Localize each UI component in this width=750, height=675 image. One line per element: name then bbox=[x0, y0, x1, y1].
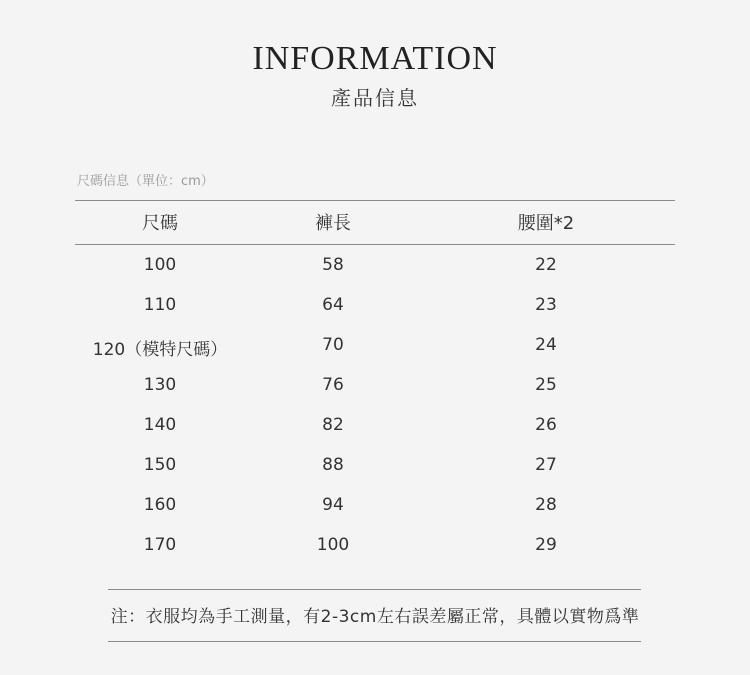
column-header-length: 褲長 bbox=[315, 213, 351, 234]
size-info-caption: 尺碼信息（單位：cm） bbox=[77, 174, 214, 189]
waist-cell: 26 bbox=[535, 415, 557, 435]
waist-cell: 25 bbox=[535, 375, 557, 395]
column-header-size: 尺碼 bbox=[142, 213, 178, 234]
waist-cell: 23 bbox=[535, 295, 557, 315]
waist-cell: 29 bbox=[535, 535, 557, 555]
length-cell: 88 bbox=[322, 455, 344, 475]
size-cell: 100 bbox=[143, 255, 177, 275]
length-cell: 64 bbox=[322, 295, 344, 315]
note-bottom-rule bbox=[108, 641, 641, 642]
length-cell: 94 bbox=[322, 495, 344, 515]
note-top-rule bbox=[108, 589, 641, 590]
waist-cell: 28 bbox=[535, 495, 557, 515]
length-cell: 58 bbox=[322, 255, 344, 275]
length-cell: 70 bbox=[322, 335, 344, 355]
size-cell: 170 bbox=[143, 535, 177, 555]
measurement-note: 注：衣服均為手工測量，有2-3cm左右誤差屬正常，具體以實物爲準 bbox=[110, 607, 640, 627]
waist-cell: 24 bbox=[535, 335, 557, 355]
product-info-subtitle: 產品信息 bbox=[331, 86, 419, 110]
size-cell: 140 bbox=[143, 415, 177, 435]
waist-cell: 22 bbox=[535, 255, 557, 275]
info-title: INFORMATION bbox=[252, 40, 498, 77]
size-cell: 160 bbox=[143, 495, 177, 515]
table-top-rule bbox=[75, 200, 675, 201]
length-cell: 82 bbox=[322, 415, 344, 435]
size-cell: 150 bbox=[143, 455, 177, 475]
size-cell: 110 bbox=[143, 295, 177, 315]
length-cell: 100 bbox=[316, 535, 350, 555]
waist-cell: 27 bbox=[535, 455, 557, 475]
size-cell: 120（模特尺碼） bbox=[92, 340, 228, 360]
header-bottom-rule bbox=[75, 244, 675, 245]
size-cell: 130 bbox=[143, 375, 177, 395]
column-header-waist: 腰圍*2 bbox=[517, 213, 575, 234]
length-cell: 76 bbox=[322, 375, 344, 395]
